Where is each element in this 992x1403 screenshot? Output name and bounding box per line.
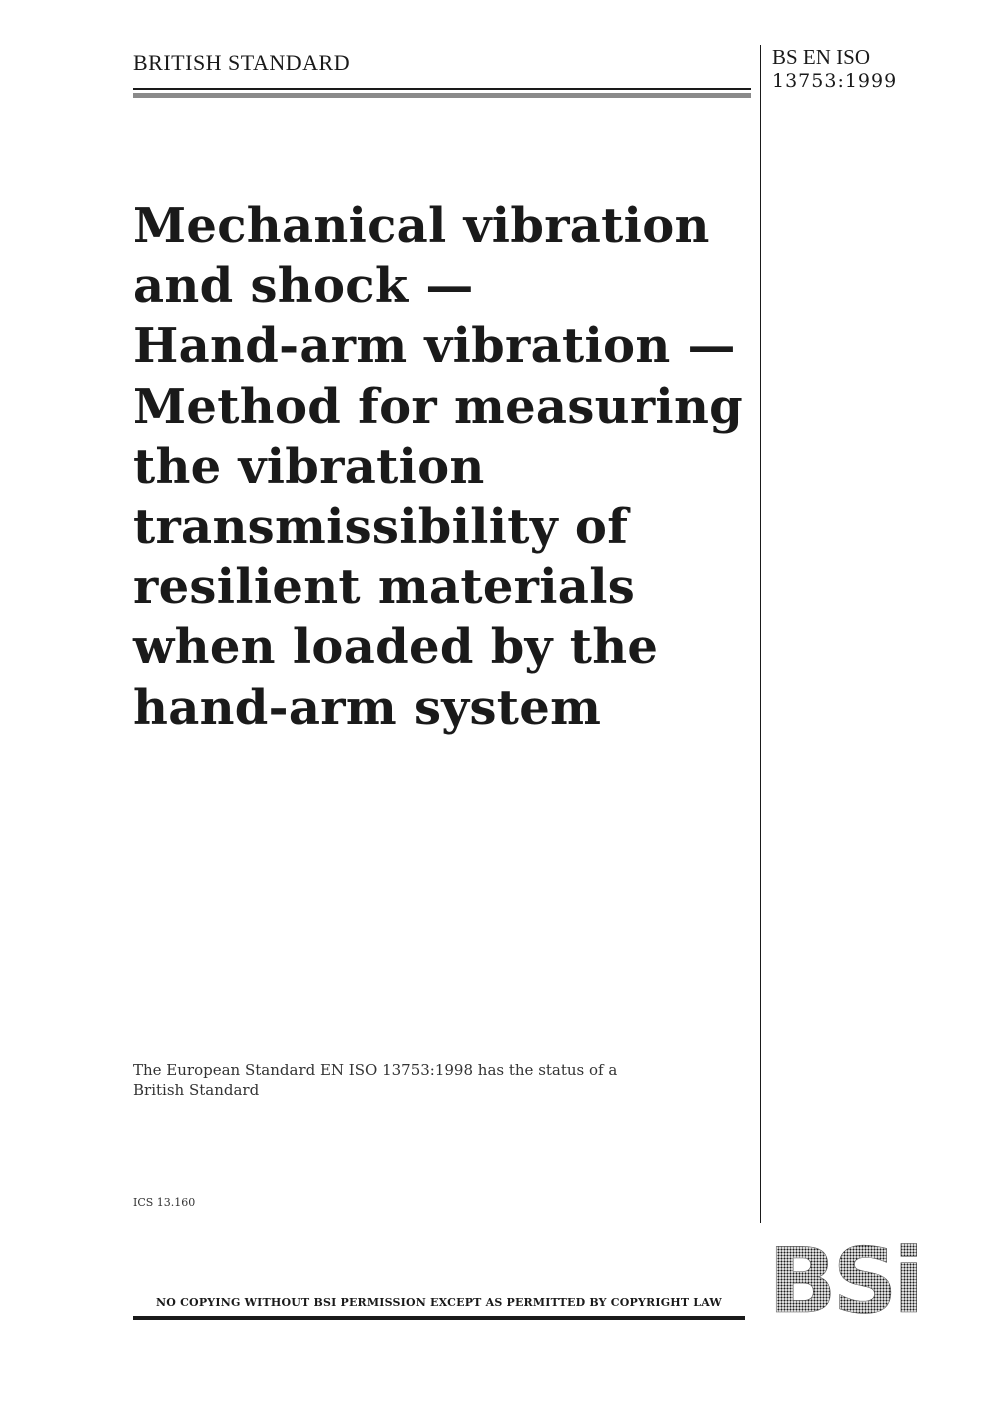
title-line: Method for measuring xyxy=(133,378,744,435)
svg-text:BSi: BSi xyxy=(768,1242,921,1318)
bsi-logo-icon xyxy=(768,1242,944,1318)
status-statement xyxy=(133,1060,733,1100)
title-line: the vibration xyxy=(133,438,485,495)
title-line: when loaded by the xyxy=(133,619,659,676)
series-label: BRITISH STANDARD xyxy=(133,50,351,75)
status-line: The European Standard EN ISO 13753:1998 has the status of a xyxy=(133,1061,618,1079)
standard-number xyxy=(772,45,897,93)
standard-number-prefix: BS EN ISO xyxy=(772,45,871,69)
title-line: transmissibility of xyxy=(133,499,629,556)
title-line: resilient materials xyxy=(133,559,636,616)
bsi-logo xyxy=(768,1242,944,1318)
status-line: British Standard xyxy=(133,1081,260,1099)
standard-number-code: 13753:1999 xyxy=(772,70,898,92)
header-rule-shaded xyxy=(133,93,751,98)
title-line: Mechanical vibration xyxy=(133,198,710,254)
ics-code: ICS 13.160 xyxy=(133,1196,196,1209)
document-title xyxy=(133,196,743,738)
copyright-notice: NO COPYING WITHOUT BSI PERMISSION EXCEPT AS PERMITTED BY COPYRIGHT LAW xyxy=(156,1296,722,1309)
vertical-divider xyxy=(760,45,761,1223)
title-line: Hand-arm vibration — xyxy=(133,318,736,375)
title-line: hand-arm system xyxy=(133,679,602,736)
header-rule xyxy=(133,88,751,90)
title-line: and shock — xyxy=(133,258,474,315)
footer-rule xyxy=(133,1316,745,1320)
